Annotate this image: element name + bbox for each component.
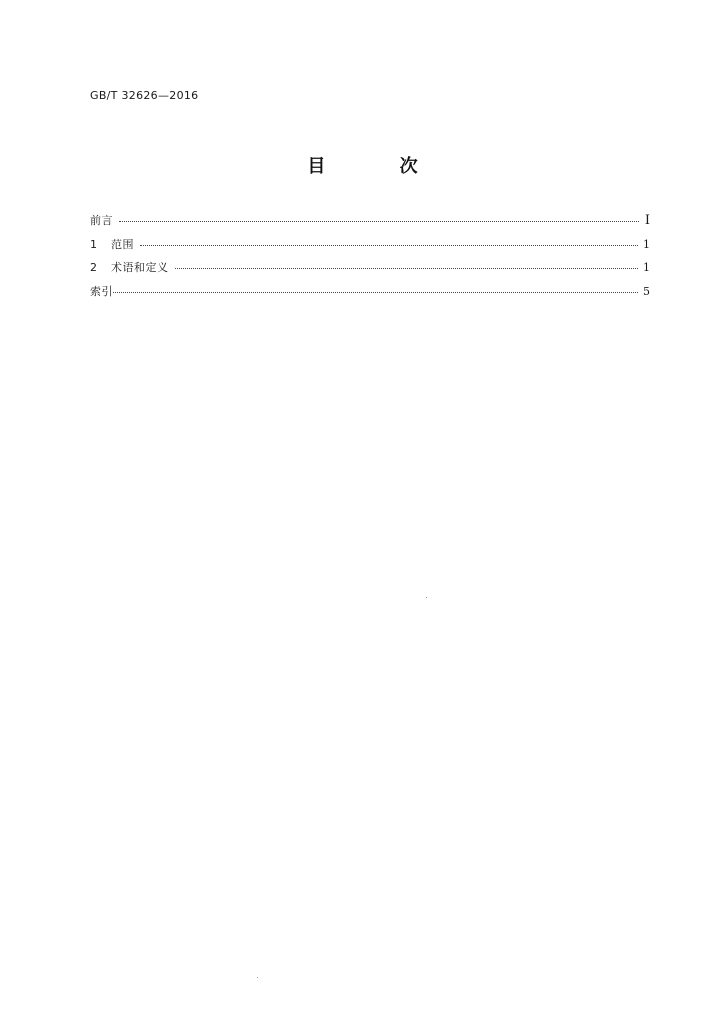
toc-entry-scope[interactable] — [90, 233, 650, 257]
toc-entry-page: 1 — [643, 237, 650, 251]
scan-speck — [426, 597, 427, 598]
toc-entry-page: 1 — [643, 261, 650, 274]
toc-title: 目 次 — [307, 156, 452, 177]
toc-entry-index[interactable] — [90, 280, 650, 304]
toc-entry-label: 范围 — [111, 237, 134, 251]
toc-dot-leader — [113, 292, 638, 293]
toc-entry-page: 5 — [643, 284, 650, 298]
toc-entry-page: Ⅰ — [644, 213, 650, 228]
toc-entry-number: 1 — [90, 237, 97, 251]
toc-entry-label: 前言 — [90, 214, 113, 227]
standard-code: GB/T 32626—2016 — [90, 89, 199, 102]
toc-dot-leader — [119, 221, 639, 222]
toc-dot-leader — [140, 245, 638, 246]
toc-entry-foreword[interactable] — [90, 209, 650, 233]
toc-entry-label: 术语和定义 — [111, 261, 169, 274]
toc-entry-number: 2 — [90, 261, 97, 274]
scan-speck — [257, 977, 258, 978]
toc-dot-leader — [175, 268, 639, 269]
toc-entry-terms[interactable] — [90, 256, 650, 280]
table-of-contents — [90, 209, 650, 303]
toc-entry-label: 索引 — [90, 284, 113, 298]
